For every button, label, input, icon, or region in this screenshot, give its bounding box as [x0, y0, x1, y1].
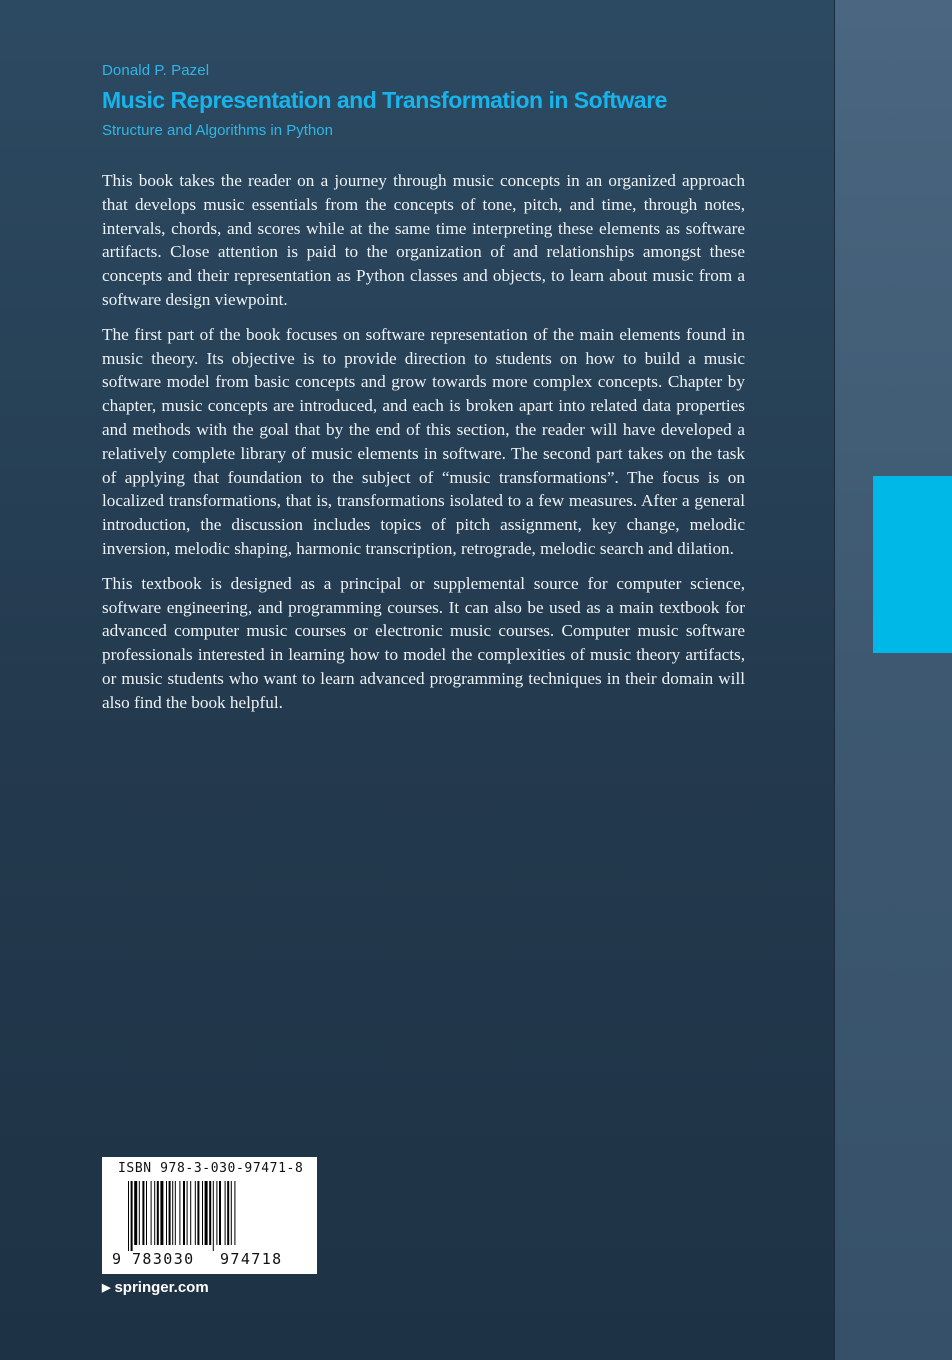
- accent-bar: [873, 476, 952, 653]
- barcode-right-digits: 974718: [220, 1250, 283, 1268]
- publisher-link[interactable]: [102, 1279, 209, 1296]
- isbn-barcode-box: [102, 1157, 317, 1274]
- description-paragraph-2: The first part of the book focuses on software representation of the main elements found in music theory. Its objective is to provide direction to students on how to build a music software model from basic concepts and grow towards more complex concepts. Chapter by chapter, music concepts are introduced, and each is broken apart into related data properties and methods with the goal that by the end of this section, the reader will have developed a relatively complete library of music elements in software. The second part takes on the task of applying that foundation to the subject of “music transformations”. The focus is on localized transformations, that is, transformations isolated to a few measures. After a general introduction, the discussion includes topics of pitch assignment, key change, melodic inversion, melodic shaping, harmonic transcription, retrograde, melodic search and dilation.: [102, 324, 745, 558]
- description-paragraph-1: This book takes the reader on a journey through music concepts in an organized approach that develops music essentials from the concepts of tone, pitch, and time, through notes, intervals, chords, and scores while at the same time interpreting these elements as software artifacts. Close attention is paid to the organization of and relationships amongst these concepts and their representation as Python classes and objects, to learn about music from a software design viewpoint.: [102, 171, 745, 309]
- book-subtitle: Structure and Algorithms in Python: [102, 122, 333, 139]
- publisher-url: springer.com: [114, 1279, 209, 1296]
- author-name: Donald P. Pazel: [102, 62, 210, 79]
- isbn-label: ISBN 978-3-030-97471-8: [118, 1161, 304, 1176]
- barcode-icon: [128, 1181, 298, 1251]
- triangle-right-icon: ▶: [102, 1282, 111, 1294]
- barcode-lead-digit: 9: [112, 1250, 122, 1268]
- book-spine: [834, 0, 952, 1360]
- barcode-left-digits: 783030: [132, 1250, 195, 1268]
- book-description: [102, 169, 745, 726]
- description-paragraph-3: This textbook is designed as a principal or supplemental source for computer science, software engineering, and programming courses. It can also be used as a main textbook for advanced computer music courses or electronic music courses. Computer music software professionals interested in learning how to model the complexities of music theory artifacts, or music students who want to learn advanced programming techniques in their domain will also find the book helpful.: [102, 573, 745, 712]
- book-title: Music Representation and Transformation in Software: [102, 87, 667, 113]
